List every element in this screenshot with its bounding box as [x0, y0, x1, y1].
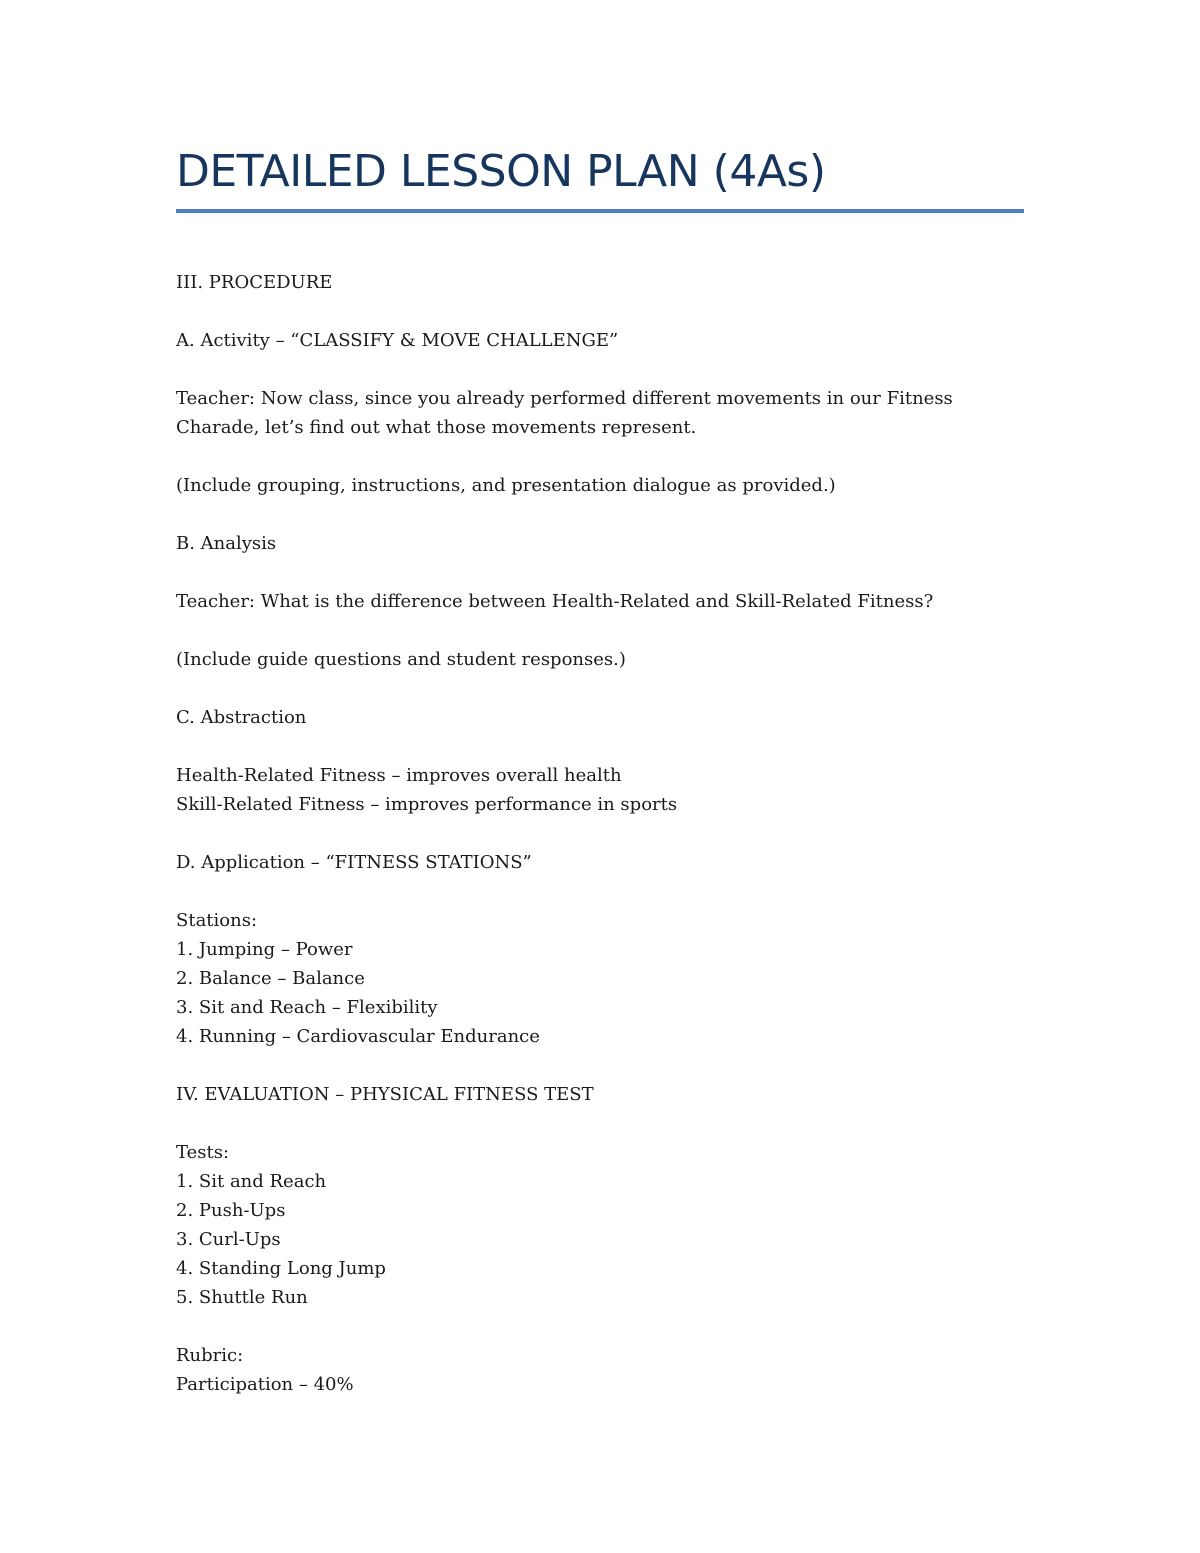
title-underline: [176, 209, 1024, 213]
procedure-heading: III. PROCEDURE: [176, 272, 333, 293]
activity-teacher-line-2: Charade, let’s find out what those movements represent.: [176, 417, 697, 438]
station-item: 3. Sit and Reach – Flexibility: [176, 997, 438, 1018]
document-body: [176, 268, 1024, 1399]
tests-label: Tests:: [176, 1142, 230, 1163]
test-item: 2. Push-Ups: [176, 1200, 286, 1221]
test-item: 5. Shuttle Run: [176, 1287, 308, 1308]
activity-heading: A. Activity – “CLASSIFY & MOVE CHALLENGE”: [176, 330, 619, 351]
document-title: DETAILED LESSON PLAN (4As): [176, 146, 826, 197]
abstraction-heading: C. Abstraction: [176, 707, 307, 728]
evaluation-heading: IV. EVALUATION – PHYSICAL FITNESS TEST: [176, 1084, 594, 1105]
application-heading: D. Application – “FITNESS STATIONS”: [176, 852, 532, 873]
abstraction-line: Skill-Related Fitness – improves performance in sports: [176, 794, 678, 815]
test-item: 1. Sit and Reach: [176, 1171, 327, 1192]
rubric-item: Participation – 40%: [176, 1374, 354, 1395]
test-item: 3. Curl-Ups: [176, 1229, 281, 1250]
station-item: 4. Running – Cardiovascular Endurance: [176, 1026, 540, 1047]
activity-teacher-line-1: Teacher: Now class, since you already performed different movements in our Fitness: [176, 388, 953, 409]
rubric-label: Rubric:: [176, 1345, 244, 1366]
analysis-note: (Include guide questions and student responses.): [176, 649, 626, 670]
abstraction-line: Health-Related Fitness – improves overall health: [176, 765, 622, 786]
stations-label: Stations:: [176, 910, 258, 931]
activity-note: (Include grouping, instructions, and presentation dialogue as provided.): [176, 475, 836, 496]
analysis-teacher-line: Teacher: What is the difference between Health-Related and Skill-Related Fitness?: [176, 591, 934, 612]
station-item: 1. Jumping – Power: [176, 939, 353, 960]
analysis-heading: B. Analysis: [176, 533, 277, 554]
test-item: 4. Standing Long Jump: [176, 1258, 386, 1279]
station-item: 2. Balance – Balance: [176, 968, 365, 989]
